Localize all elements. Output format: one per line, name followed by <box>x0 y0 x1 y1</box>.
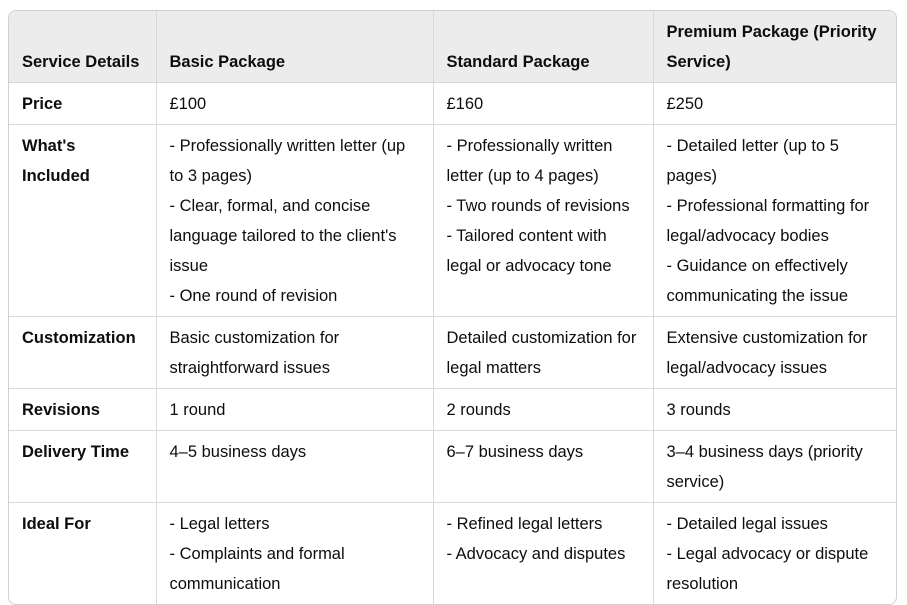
cell-basic <box>156 431 433 503</box>
cell-premium <box>653 503 896 605</box>
header-service-details: Service Details <box>9 11 156 83</box>
row-label: Revisions <box>9 389 156 431</box>
cell-line: - Guidance on effectively communicating the issue <box>666 257 849 305</box>
cell-basic <box>156 83 433 125</box>
cell-line: 3–4 business days (priority service) <box>666 443 863 491</box>
cell-line: 4–5 business days <box>169 443 307 461</box>
cell-premium <box>653 431 896 503</box>
cell-line: - Refined legal letters <box>446 515 603 533</box>
cell-premium <box>653 125 896 317</box>
cell-line: 6–7 business days <box>446 443 584 461</box>
package-comparison-table <box>9 11 896 604</box>
cell-line: - Legal letters <box>169 515 270 533</box>
row-label: Customization <box>9 317 156 389</box>
cell-line: - Clear, formal, and concise language tailored to the client's issue <box>169 197 397 275</box>
cell-line: Basic customization for straightforward issues <box>169 329 340 377</box>
cell-basic <box>156 317 433 389</box>
cell-line: - Detailed legal issues <box>666 515 828 533</box>
cell-line: - Two rounds of revisions <box>446 197 630 215</box>
cell-standard <box>433 317 653 389</box>
cell-basic <box>156 125 433 317</box>
row-label: Price <box>9 83 156 125</box>
cell-basic <box>156 389 433 431</box>
cell-standard <box>433 125 653 317</box>
cell-premium <box>653 389 896 431</box>
header-standard-package: Standard Package <box>433 11 653 83</box>
table-body <box>9 83 896 605</box>
cell-basic <box>156 503 433 605</box>
row-label: Ideal For <box>9 503 156 605</box>
cell-line: - One round of revision <box>169 287 338 305</box>
cell-premium <box>653 83 896 125</box>
cell-standard <box>433 83 653 125</box>
cell-standard <box>433 389 653 431</box>
cell-line: - Legal advocacy or dispute resolution <box>666 545 869 593</box>
cell-line: - Professional formatting for legal/advocacy bodies <box>666 197 870 245</box>
header-row <box>9 11 896 83</box>
cell-line: - Professionally written letter (up to 3 pages) <box>169 137 406 185</box>
cell-standard <box>433 431 653 503</box>
table-header <box>9 11 896 83</box>
header-basic-package: Basic Package <box>156 11 433 83</box>
cell-line: 2 rounds <box>446 401 511 419</box>
cell-line: 3 rounds <box>666 401 731 419</box>
row-label: What's Included <box>9 125 156 317</box>
table-row-delivery-time <box>9 431 896 503</box>
cell-line: - Complaints and formal communication <box>169 545 345 593</box>
cell-line: 1 round <box>169 401 226 419</box>
table-row-whats-included <box>9 125 896 317</box>
table-row-price <box>9 83 896 125</box>
cell-line: £160 <box>446 95 484 113</box>
table-row-customization <box>9 317 896 389</box>
table-row-ideal-for <box>9 503 896 605</box>
cell-line: Extensive customization for legal/advocacy issues <box>666 329 868 377</box>
cell-standard <box>433 503 653 605</box>
cell-line: - Tailored content with legal or advocacy tone <box>446 227 612 275</box>
cell-line: - Professionally written letter (up to 4 pages) <box>446 137 613 185</box>
row-label: Delivery Time <box>9 431 156 503</box>
cell-premium <box>653 317 896 389</box>
cell-line: £250 <box>666 95 704 113</box>
cell-line: - Detailed letter (up to 5 pages) <box>666 137 839 185</box>
package-comparison-table-container <box>8 10 897 605</box>
header-premium-package: Premium Package (Priority Service) <box>653 11 896 83</box>
cell-line: Detailed customization for legal matters <box>446 329 637 377</box>
table-row-revisions <box>9 389 896 431</box>
cell-line: £100 <box>169 95 207 113</box>
cell-line: - Advocacy and disputes <box>446 545 626 563</box>
